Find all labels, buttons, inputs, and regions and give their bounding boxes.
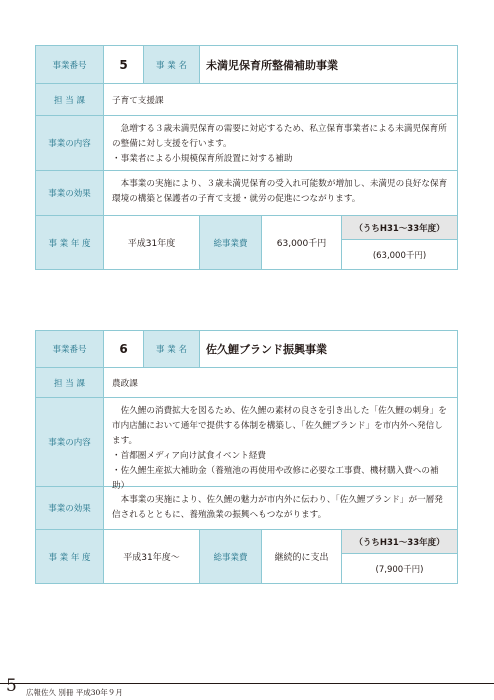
content-line: ・佐久鯉生産拡大補助金（養殖池の再使用や改修に必要な工事費、機材購入費への補助） (112, 466, 439, 491)
fiscal-year-value: 平成31年度 (104, 216, 200, 269)
total-cost-label: 総事業費 (200, 216, 262, 269)
project-name: 未満児保育所整備補助事業 (206, 58, 338, 72)
dept-label: 担 当 課 (36, 84, 104, 115)
total-cost-label: 総事業費 (200, 530, 262, 583)
header-row (36, 46, 457, 83)
fiscal-year-value: 平成31年度～ (104, 530, 200, 583)
content-row (36, 115, 457, 170)
fiscal-year-label: 事 業 年 度 (36, 530, 104, 583)
year-row (36, 529, 457, 583)
publication-name: 広報佐久 別冊 平成30年９月 (26, 688, 123, 697)
sub-cost-value: (63,000千円) (372, 250, 427, 261)
effect-line: 本事業の実施により、佐久鯉の魅力が市内外に伝わり、「佐久鯉ブランド」が一層発信されるとともに、養殖漁業の振興へもつながります。 (112, 495, 443, 520)
effect-text (104, 171, 457, 215)
year-row (36, 215, 457, 269)
effect-label: 事業の効果 (36, 171, 104, 215)
content-line: 急増する３歳未満児保育の需要に対応するため、私立保育事業者による未満児保育所の整備に対し支援を行います。 (112, 124, 447, 149)
effect-label: 事業の効果 (36, 487, 104, 529)
content-row (36, 397, 457, 491)
sub-cost-value: (7,900千円) (375, 564, 424, 575)
sub-cost-header: （うちH31～33年度） (342, 530, 457, 554)
content-line: 佐久鯉の消費拡大を図るため、佐久鯉の素材の良さを引き出した「佐久鯉の刺身」を市内店舗において通年で提供する体制を構築し、「佐久鯉ブランド」を市内外へ発信します。 (112, 406, 447, 446)
number-label: 事業番号 (36, 331, 104, 367)
sub-cost-header: （うちH31～33年度） (342, 216, 457, 240)
content-label: 事業の内容 (36, 398, 104, 486)
content-line: ・首都圏メディア向け試食イベント経費 (112, 451, 267, 461)
dept-label: 担 当 課 (36, 368, 104, 397)
name-label: 事 業 名 (144, 331, 200, 367)
project-number: 6 (104, 331, 144, 367)
dept-row (36, 83, 457, 115)
page-number: 5 (6, 676, 17, 696)
header-row (36, 331, 457, 367)
content-text (104, 116, 457, 170)
content-text (104, 398, 457, 491)
name-label: 事 業 名 (144, 46, 200, 83)
dept-value: 子育て支援課 (112, 95, 164, 106)
page-footer (0, 674, 494, 700)
number-label: 事業番号 (36, 46, 104, 83)
effect-line: 本事業の実施により、３歳未満児保育の受入れ可能数が増加し、未満児の良好な保育環境の構築と保護者の子育て支援・就労の促進につながります。 (112, 179, 448, 204)
project-name: 佐久鯉ブランド振興事業 (206, 343, 327, 356)
project-card-5 (35, 45, 458, 270)
content-label: 事業の内容 (36, 116, 104, 170)
total-cost-value: 63,000千円 (262, 216, 342, 269)
footer-rule (0, 683, 494, 684)
fiscal-year-label: 事 業 年 度 (36, 216, 104, 269)
effect-row (36, 486, 457, 529)
effect-text (104, 487, 457, 529)
total-cost-value: 継続的に支出 (262, 530, 342, 583)
dept-row (36, 367, 457, 397)
sub-cost (342, 216, 457, 269)
project-card-6 (35, 330, 458, 584)
sub-cost (342, 530, 457, 583)
effect-row (36, 170, 457, 215)
content-line: ・事業者による小規模保育所設置に対する補助 (112, 154, 293, 164)
project-number: 5 (104, 46, 144, 83)
dept-value: 農政課 (112, 378, 138, 389)
